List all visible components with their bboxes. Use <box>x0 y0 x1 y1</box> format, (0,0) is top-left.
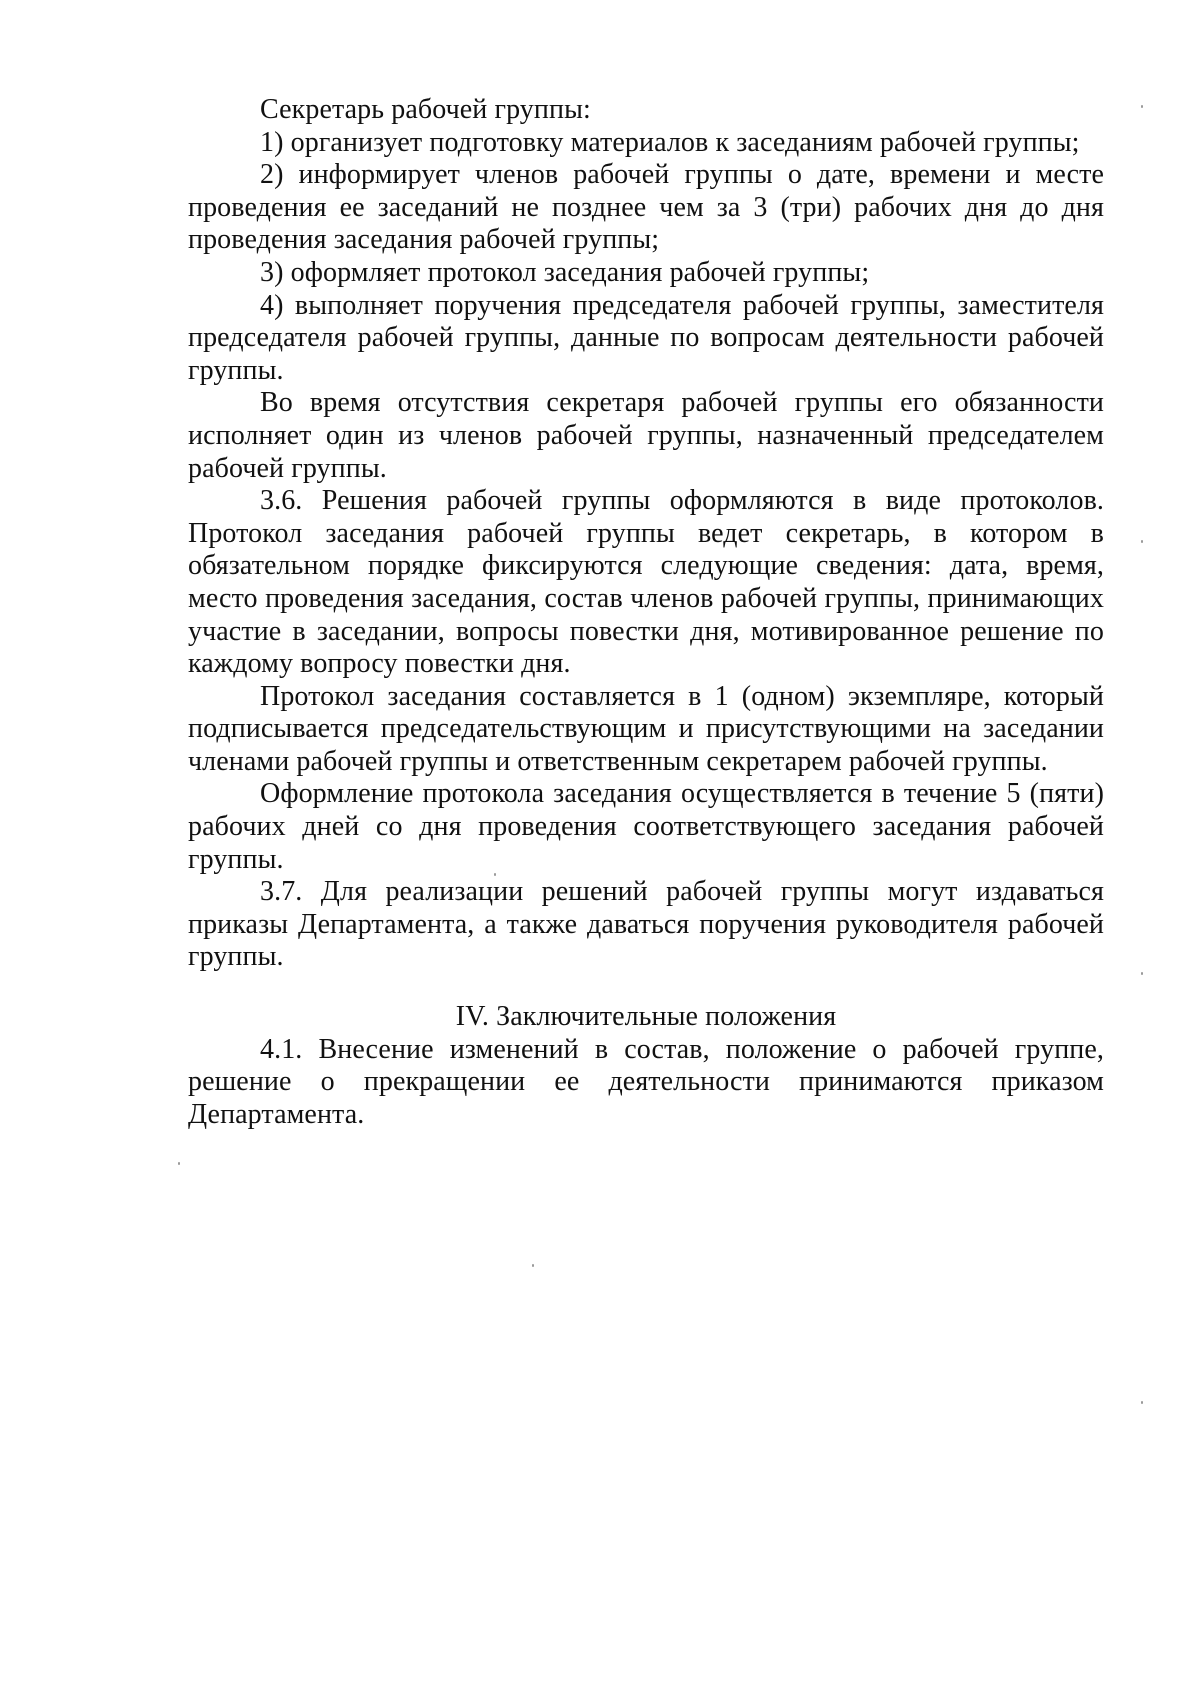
paragraph-protocol-deadline: Оформление протокола заседания осуществляется в течение 5 (пяти) рабочих дней со дня проведения соответствующего заседания рабочей группы. <box>188 778 1104 875</box>
paragraph-duty-4: 4) выполняет поручения председателя рабочей группы, заместителя председателя рабочей группы, данные по вопросам деятельности рабочей группы. <box>188 289 1104 386</box>
paragraph-secretary-intro: Секретарь рабочей группы: <box>260 94 591 125</box>
section-heading-iv: IV. Заключительные положения <box>455 1001 837 1033</box>
paragraph-duty-2: 2) информирует членов рабочей группы о дате, времени и месте проведения ее заседаний не позднее чем за 3 (три) рабочих дня до дня проведения заседания рабочей группы; <box>188 159 1104 256</box>
scan-speck <box>1141 1401 1143 1404</box>
paragraph-secretary-absence: Во время отсутствия секретаря рабочей группы его обязанности исполняет один из членов рабочей группы, назначенный председателем рабочей группы. <box>188 387 1104 484</box>
scan-speck <box>178 1162 180 1165</box>
scan-speck <box>1141 105 1143 108</box>
scan-speck <box>1141 540 1143 543</box>
paragraph-duty-1: 1) организует подготовку материалов к заседаниям рабочей группы; <box>260 126 1080 158</box>
paragraph-duty-3: 3) оформляет протокол заседания рабочей группы; <box>260 256 870 288</box>
scan-speck <box>1141 972 1143 975</box>
paragraph-protocol-copies: Протокол заседания составляется в 1 (одном) экземпляре, который подписывается председательствующим и присутствующими на заседании членами рабочей группы и ответственным секретарем рабочей группы. <box>188 680 1104 777</box>
paragraph-4-1: 4.1. Внесение изменений в состав, положение о рабочей группе, решение о прекращении ее деятельности принимаются приказом Департамента. <box>188 1033 1104 1130</box>
paragraph-3-7: 3.7. Для реализации решений рабочей группы могут издаваться приказы Департамента, а также даваться поручения руководителя рабочей группы. <box>188 876 1104 973</box>
scan-speck <box>532 1264 534 1267</box>
scan-speck <box>494 873 496 876</box>
paragraph-3-6: 3.6. Решения рабочей группы оформляются в виде протоколов. Протокол заседания рабочей группы ведет секретарь, в котором в обязательном порядке фиксируются следующие сведения: дата, время, место проведения заседания, состав членов рабочей группы, принимающих участие в заседании, вопросы повестки дня, мотивированное решение по каждому вопросу повестки дня. <box>188 485 1104 680</box>
document-body <box>188 94 1104 1131</box>
